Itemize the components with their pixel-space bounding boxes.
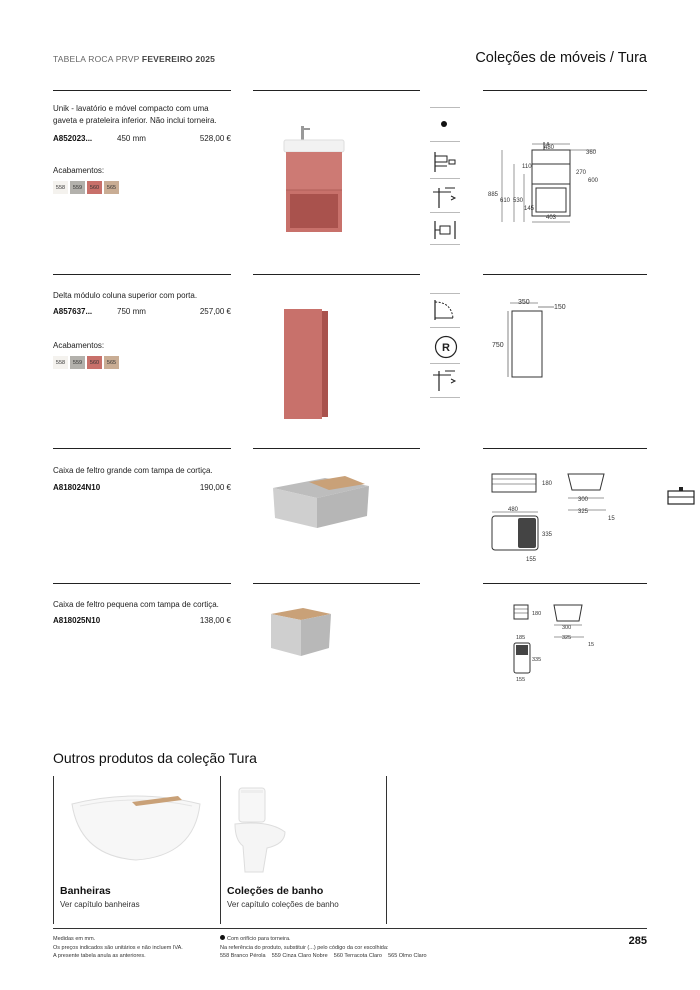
dim-label: 150 (554, 304, 566, 311)
swatch-558[interactable]: 558 (53, 356, 68, 369)
finishes-label: Acabamentos: (53, 166, 105, 175)
dim-label: 335 (532, 657, 542, 663)
divider (483, 90, 647, 91)
toilet-image (233, 784, 293, 876)
divider (53, 90, 231, 91)
swatch-559[interactable]: 559 (70, 181, 85, 194)
page-title: Coleções de móveis / Tura (475, 50, 647, 66)
card-link[interactable]: Ver capítulo coleções de banho (227, 900, 339, 909)
product-description: Caixa de feltro pequena com tampa de cortiça. (53, 600, 219, 609)
dim-label: 403 (546, 215, 557, 221)
felt-box-large-drawing (488, 470, 618, 565)
footer-notes (53, 935, 183, 961)
dim-label: 750 (492, 342, 504, 349)
product-code: A818025N10 (53, 616, 101, 625)
other-product-card-bath-collections[interactable] (221, 776, 386, 924)
dim-label: 885 (488, 192, 499, 198)
product-description: Caixa de feltro grande com tampa de cortiça. (53, 466, 213, 475)
swatch-560[interactable]: 560 (87, 181, 102, 194)
dim-label: 180 (542, 481, 553, 487)
header-breadcrumb (53, 54, 215, 64)
product-price: 257,00 € (199, 307, 231, 316)
product-price: 138,00 € (199, 616, 231, 625)
header-prefix: TABELA ROCA PRVP (53, 54, 140, 64)
swatch-558[interactable]: 558 (53, 181, 68, 194)
card-title: Coleções de banho (227, 885, 324, 897)
dim-label: 530 (513, 198, 524, 204)
dim-label: 110 (522, 164, 532, 170)
dim-label: 15 (588, 642, 595, 648)
dim-label: 335 (542, 532, 553, 538)
color-code: 560 Terracota Claro (333, 953, 382, 959)
dim-label: 300 (578, 497, 589, 503)
dim-label: 300 (562, 625, 572, 631)
header-date: FEVEREIRO 2025 (141, 54, 216, 64)
finishes-label: Acabamentos: (53, 341, 105, 350)
product-size: 450 mm (117, 134, 146, 143)
finish-swatches (53, 356, 119, 369)
side-fixing-icon (431, 369, 459, 393)
swatch-560[interactable]: 560 (87, 356, 102, 369)
footer-note: A presente tabela anula as anteriores. (53, 953, 146, 959)
finish-swatches (53, 181, 119, 194)
product-price: 528,00 € (199, 134, 231, 143)
product-size: 750 mm (117, 307, 146, 316)
dim-label: 600 (588, 178, 599, 184)
swatch-565[interactable]: 565 (104, 356, 119, 369)
product-description: Delta módulo coluna superior com porta. (53, 291, 198, 300)
side-fixing-icon (431, 186, 459, 210)
dim-label: 15 (608, 516, 615, 522)
footer-color-legend (220, 935, 427, 961)
card-link[interactable]: Ver capítulo banheiras (60, 900, 140, 909)
wall-mount-icon (431, 150, 459, 174)
dim-label: 155 (516, 677, 526, 683)
other-product-card-bathtubs[interactable] (54, 776, 220, 924)
product-code: A857637... (53, 307, 93, 316)
door-opening-icon (431, 298, 459, 322)
column-technical-drawing (488, 295, 578, 385)
other-products-title: Outros produtos da coleção Tura (53, 750, 257, 766)
felt-box-large-image (265, 470, 375, 532)
felt-box-small-drawing (510, 603, 610, 687)
dim-label: 185 (516, 635, 526, 641)
column-cabinet-image (278, 305, 338, 425)
color-code: 559 Cinza Claro Nobre (271, 953, 328, 959)
footer-note: Medidas em mm. (53, 936, 96, 942)
tap-hole-note: Com orifício para torneira. (227, 936, 291, 942)
dim-label: 325 (578, 509, 589, 515)
dim-label: 155 (526, 557, 537, 563)
dim-label: 360 (586, 150, 597, 156)
dim-label: 325 (562, 635, 572, 641)
color-code: 558 Branco Pérola (220, 953, 266, 959)
dim-label: 480 (508, 507, 519, 513)
product-description: Unik - lavatório e móvel compacto com uma gaveta e prateleira inferior. Não inclui torneira. (53, 104, 217, 125)
swatch-565[interactable]: 565 (104, 181, 119, 194)
card-title: Banheiras (60, 885, 111, 897)
dim-label: 270 (576, 170, 587, 176)
product-code: A852023... (53, 134, 93, 143)
tap-hole-icon (220, 935, 225, 940)
drawer-icon (431, 219, 459, 241)
page-number: 285 (628, 935, 647, 947)
product-code: A818024N10 (53, 483, 101, 492)
reference-note: Na referência do produto, substituir (...) pelo código da cor escolhida: (220, 944, 389, 951)
tap-hole-icon (441, 121, 447, 127)
furniture-section-icon (667, 486, 695, 506)
bathtub-image (68, 786, 204, 868)
divider (253, 90, 420, 91)
footer-note: Os preços indicados são unitários e não incluem IVA. (53, 944, 183, 951)
vanity-technical-drawing (484, 138, 604, 230)
color-code: 565 Olmo Claro (388, 953, 427, 959)
dim-label: 610 (500, 198, 511, 204)
dim-label: 480 (544, 145, 555, 151)
reversible-icon (433, 334, 459, 360)
dim-label: 350 (518, 299, 530, 306)
dim-label: 180 (532, 611, 542, 617)
product-price: 190,00 € (199, 483, 231, 492)
felt-box-small-image (265, 602, 337, 660)
svg-text:R: R (442, 342, 450, 354)
swatch-559[interactable]: 559 (70, 356, 85, 369)
dim-label: 145 (524, 206, 535, 212)
vanity-unit-image (278, 120, 350, 236)
